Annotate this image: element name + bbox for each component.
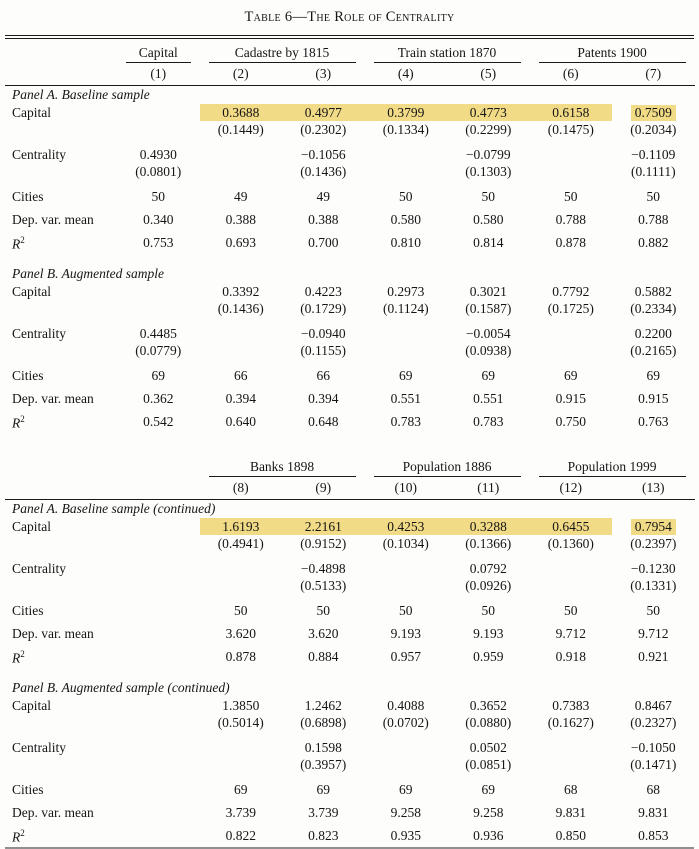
coef-cell: 0.4485	[139, 325, 177, 341]
row-label: Centrality	[12, 560, 66, 576]
coefficient-row	[5, 104, 695, 121]
stat-row	[5, 778, 695, 801]
stat-cell: 0.394	[308, 390, 339, 406]
header-spacer-cell	[5, 39, 117, 63]
coef-cell: 0.3799	[365, 104, 448, 121]
coef-cell	[365, 739, 448, 756]
se-cell: (0.0779)	[135, 342, 182, 358]
std-error-row	[5, 163, 695, 180]
se-cell: (0.1475)	[547, 121, 594, 137]
stat-cell: 0.959	[473, 648, 504, 664]
column-group-header	[117, 39, 200, 63]
stat-cell: 9.258	[473, 804, 504, 820]
coef-cell	[365, 325, 448, 342]
stat-cell: 9.193	[390, 625, 421, 641]
stat-cell: 0.783	[473, 413, 504, 429]
se-cell: (0.1303)	[465, 163, 512, 179]
se-cell: (0.0938)	[465, 342, 512, 358]
column-group-label: Cadastre by 1815	[209, 45, 356, 63]
stat-cell: 50	[151, 188, 165, 204]
column-number: (2)	[200, 63, 283, 85]
std-error-row	[5, 756, 695, 773]
se-cell: (0.1111)	[630, 163, 676, 179]
coef-cell: 0.4253	[365, 518, 448, 535]
stat-cell: 9.712	[638, 625, 669, 641]
stat-cell: 50	[646, 602, 661, 618]
stat-row	[5, 801, 695, 824]
stat-label: Dep. var. mean	[12, 804, 94, 820]
coef-cell: −0.0940	[300, 325, 346, 341]
stat-cell: 0.822	[225, 827, 256, 843]
coef-cell	[200, 325, 283, 342]
column-group-label: Banks 1898	[209, 459, 356, 477]
coefficient-row	[5, 325, 695, 342]
se-cell: (0.1725)	[547, 300, 594, 316]
se-cell: (0.1331)	[630, 577, 677, 593]
stat-label: $R^2$	[12, 414, 25, 431]
coef-cell	[530, 739, 613, 756]
coef-cell: 0.4930	[139, 146, 177, 162]
coef-cell	[365, 146, 448, 163]
column-number: (10)	[365, 477, 448, 499]
coef-cell: 0.2200	[634, 325, 672, 341]
spacer-row	[5, 731, 695, 739]
se-cell	[200, 163, 283, 180]
row-label: Centrality	[12, 325, 66, 341]
column-group-header	[530, 453, 695, 477]
coef-cell: 0.0502	[469, 739, 507, 755]
stat-cell: 0.700	[308, 234, 339, 250]
coef-cell: 0.7383	[552, 697, 590, 713]
coefficient-row	[5, 283, 695, 300]
se-cell: (0.1334)	[382, 121, 429, 137]
se-cell	[530, 577, 613, 594]
coef-cell: 0.7792	[552, 283, 590, 299]
spacer-row	[5, 254, 695, 264]
stat-cell: 69	[316, 781, 330, 797]
stat-cell: 0.640	[225, 413, 256, 429]
stat-cell: 69	[564, 367, 578, 383]
stat-label: $R^2$	[12, 649, 25, 666]
se-cell	[530, 342, 613, 359]
stat-row	[5, 364, 695, 387]
stat-cell: 50	[399, 602, 413, 618]
stat-row	[5, 185, 695, 208]
se-cell: (0.4941)	[217, 535, 264, 551]
spacer-row	[5, 317, 695, 325]
stat-cell: 0.551	[390, 390, 421, 406]
coef-cell	[200, 560, 283, 577]
stat-cell: 0.394	[225, 390, 256, 406]
row-label-spacer	[5, 342, 117, 359]
stat-cell: 0.957	[390, 648, 421, 664]
column-number: (8)	[200, 477, 283, 499]
panel-label-row	[5, 85, 695, 104]
se-cell: (0.1471)	[630, 756, 677, 772]
stat-cell: 50	[564, 188, 578, 204]
stat-cell: 50	[316, 602, 330, 618]
se-cell: (0.1124)	[382, 300, 429, 316]
coef-cell: 0.3688	[200, 104, 283, 121]
se-cell: (0.2397)	[630, 535, 677, 551]
stat-cell: 50	[481, 602, 495, 618]
coef-cell	[530, 146, 613, 163]
stat-cell: 9.831	[555, 804, 586, 820]
stat-cell: 49	[234, 188, 248, 204]
coef-cell: 0.4088	[387, 697, 425, 713]
se-cell: (0.5133)	[300, 577, 347, 593]
stat-cell: 0.580	[390, 211, 421, 227]
row-label: Capital	[12, 518, 51, 534]
stat-cell: 0.850	[555, 827, 586, 843]
se-cell	[365, 756, 448, 773]
se-cell: (0.1436)	[300, 163, 347, 179]
coef-cell: −0.1050	[630, 739, 676, 755]
se-cell	[365, 163, 448, 180]
row-label: Capital	[12, 283, 51, 299]
stat-label: Cities	[12, 781, 44, 797]
upper-results-table-section	[5, 39, 694, 433]
se-cell: (0.2327)	[630, 714, 677, 730]
stat-cell: 0.763	[638, 413, 669, 429]
stat-cell: 0.551	[473, 390, 504, 406]
se-cell: (0.2302)	[300, 121, 347, 137]
coefficient-row	[5, 518, 695, 535]
column-group-label: Capital	[126, 45, 191, 63]
stat-cell: 3.620	[308, 625, 339, 641]
highlighted-coef: 0.7954	[631, 519, 676, 535]
se-cell: (0.2334)	[630, 300, 677, 316]
upper-results-table	[5, 39, 695, 433]
table-sections	[5, 39, 694, 847]
se-cell: (0.2034)	[630, 121, 677, 137]
row-label: Centrality	[12, 739, 66, 755]
panel-label: Panel B. Augmented sample (continued)	[12, 680, 230, 695]
stat-cell: 0.788	[638, 211, 669, 227]
stat-cell: 0.388	[225, 211, 256, 227]
stat-row	[5, 622, 695, 645]
column-number: (13)	[612, 477, 695, 499]
row-label: Capital	[12, 697, 51, 713]
column-group-header	[365, 453, 530, 477]
stat-label: Cities	[12, 188, 44, 204]
column-number: (5)	[447, 63, 530, 85]
stat-row	[5, 410, 695, 433]
stat-cell: 0.783	[390, 413, 421, 429]
stat-cell: 49	[316, 188, 330, 204]
coef-cell: 0.1598	[304, 739, 342, 755]
se-cell: (0.1587)	[465, 300, 512, 316]
stat-cell: 69	[481, 781, 495, 797]
stat-cell: 50	[481, 188, 496, 204]
column-number: (3)	[282, 63, 365, 85]
coef-cell: 2.2161	[282, 518, 365, 535]
row-label: Centrality	[12, 146, 66, 162]
stat-cell: 68	[646, 781, 661, 797]
stat-cell: 3.739	[308, 804, 339, 820]
coef-cell	[530, 325, 613, 342]
column-group-header	[365, 39, 530, 63]
stat-cell: 66	[316, 367, 330, 383]
coef-cell: 0.4773	[447, 104, 530, 121]
lower-results-table-section	[5, 453, 694, 847]
stat-cell: 0.882	[638, 234, 669, 250]
se-cell	[117, 300, 200, 317]
stat-cell: 0.884	[308, 648, 339, 664]
column-numbers-row	[5, 63, 695, 85]
stat-cell: 0.788	[555, 211, 586, 227]
coefficient-row	[5, 560, 695, 577]
std-error-row	[5, 121, 695, 138]
header-spacer-cell	[5, 453, 200, 477]
stat-label: $R^2$	[12, 235, 25, 252]
stat-cell: 50	[399, 188, 413, 204]
coef-cell: 1.3850	[222, 697, 260, 713]
stat-cell: 0.915	[555, 390, 586, 406]
stat-cell: 50	[564, 602, 578, 618]
coef-cell: 0.5882	[634, 283, 672, 299]
stat-cell: 69	[151, 367, 165, 383]
se-cell: (0.3957)	[300, 756, 347, 772]
spacer-row	[5, 668, 695, 678]
stat-cell: 3.739	[225, 804, 256, 820]
stat-cell: 0.814	[473, 234, 504, 250]
column-group-label: Train station 1870	[374, 45, 521, 63]
row-label-spacer	[5, 121, 117, 138]
spacer-row	[5, 138, 695, 146]
stat-cell: 0.542	[143, 413, 174, 429]
stat-row	[5, 231, 695, 254]
se-cell	[365, 577, 448, 594]
se-cell: (0.1449)	[217, 121, 264, 137]
stat-cell: 9.712	[555, 625, 586, 641]
se-cell	[200, 577, 283, 594]
stat-row	[5, 387, 695, 410]
column-group-label: Population 1999	[539, 459, 686, 477]
coef-cell: −0.1230	[630, 560, 676, 576]
stat-cell: 0.915	[638, 390, 669, 406]
row-label-spacer	[5, 756, 200, 773]
stat-row	[5, 599, 695, 622]
se-cell	[117, 121, 200, 138]
stat-cell: 68	[564, 781, 578, 797]
se-cell: (0.9152)	[300, 535, 347, 551]
std-error-row	[5, 535, 695, 552]
stat-cell: 0.853	[638, 827, 669, 843]
stat-cell: 0.693	[225, 234, 256, 250]
se-cell: (0.1155)	[300, 342, 347, 358]
std-error-row	[5, 300, 695, 317]
stat-cell: 0.878	[225, 648, 256, 664]
stat-row	[5, 208, 695, 231]
header-spacer-cell	[5, 477, 200, 499]
column-number: (12)	[530, 477, 613, 499]
stat-label: Cities	[12, 367, 44, 383]
stat-cell: 0.823	[308, 827, 339, 843]
se-cell	[530, 163, 613, 180]
stat-cell: 0.340	[143, 211, 174, 227]
stat-label: Dep. var. mean	[12, 211, 94, 227]
se-cell: (0.0851)	[465, 756, 512, 772]
panel-label: Panel A. Baseline sample (continued)	[12, 501, 216, 516]
highlighted-coef: 0.7509	[631, 105, 676, 121]
coef-cell	[117, 104, 200, 121]
column-group-header	[200, 453, 365, 477]
se-cell: (0.6898)	[300, 714, 347, 730]
coef-cell: 0.4223	[304, 283, 342, 299]
se-cell: (0.0880)	[465, 714, 512, 730]
column-number: (11)	[447, 477, 530, 499]
stat-cell: 50	[234, 602, 248, 618]
coef-cell	[530, 560, 613, 577]
column-number: (6)	[530, 63, 613, 85]
stat-cell: 66	[234, 367, 248, 383]
coef-cell	[365, 560, 448, 577]
stat-cell: 69	[399, 781, 413, 797]
column-group-label: Population 1886	[374, 459, 521, 477]
column-number: (7)	[612, 63, 695, 85]
se-cell	[530, 756, 613, 773]
stat-row	[5, 824, 695, 847]
stat-cell: 50	[646, 188, 661, 204]
column-number: (4)	[365, 63, 448, 85]
stat-row	[5, 645, 695, 668]
stat-cell: 3.620	[225, 625, 256, 641]
stat-cell: 0.918	[555, 648, 586, 664]
stat-cell: 0.648	[308, 413, 339, 429]
stat-label: Cities	[12, 602, 44, 618]
coef-cell: −0.1056	[300, 146, 346, 162]
spacer-row	[5, 552, 695, 560]
se-cell: (0.1366)	[465, 535, 512, 551]
coef-cell: 0.6455	[530, 518, 613, 535]
coef-cell: −0.0054	[465, 325, 511, 341]
se-cell: (0.1729)	[300, 300, 347, 316]
column-group-header	[200, 39, 365, 63]
se-cell: (0.5014)	[217, 714, 264, 730]
coefficient-row	[5, 146, 695, 163]
row-label-spacer	[5, 300, 117, 317]
std-error-row	[5, 714, 695, 731]
column-number: (9)	[282, 477, 365, 499]
se-cell: (0.2165)	[630, 342, 677, 358]
column-group-label: Patents 1900	[539, 45, 686, 63]
stat-cell: 69	[646, 367, 661, 383]
header-spacer-cell	[5, 63, 117, 85]
se-cell: (0.1436)	[217, 300, 264, 316]
coef-cell	[200, 146, 283, 163]
stat-cell: 0.580	[473, 211, 504, 227]
stat-cell: 0.362	[143, 390, 174, 406]
stat-cell: 9.831	[638, 804, 669, 820]
coefficient-row	[5, 697, 695, 714]
coef-cell: 0.6158	[530, 104, 613, 121]
coef-cell: 0.3652	[469, 697, 507, 713]
coefficient-row	[5, 739, 695, 756]
stat-cell: 9.258	[390, 804, 421, 820]
coef-cell	[117, 283, 200, 300]
stat-label: Dep. var. mean	[12, 625, 94, 641]
column-number: (1)	[117, 63, 200, 85]
stat-cell: 69	[399, 367, 413, 383]
se-cell	[200, 342, 283, 359]
se-cell: (0.0926)	[465, 577, 512, 593]
stat-cell: 69	[481, 367, 496, 383]
stat-cell: 0.878	[555, 234, 586, 250]
coef-cell: 0.2973	[387, 283, 425, 299]
se-cell: (0.1627)	[547, 714, 594, 730]
coef-cell: 0.4977	[282, 104, 365, 121]
se-cell: (0.2299)	[465, 121, 512, 137]
coef-cell: −0.1109	[631, 146, 676, 162]
coef-cell: 0.3392	[222, 283, 260, 299]
stat-cell: 0.750	[555, 413, 586, 429]
lower-results-table	[5, 453, 695, 847]
coef-cell: −0.4898	[300, 560, 346, 576]
table-title: Table 6—The Role of Centrality	[244, 9, 455, 25]
coef-cell: 0.0792	[469, 560, 507, 576]
se-cell: (0.0702)	[382, 714, 429, 730]
stat-label: $R^2$	[12, 828, 25, 845]
coef-cell: 1.2462	[304, 697, 342, 713]
panel-label: Panel A. Baseline sample	[12, 87, 150, 102]
std-error-row	[5, 342, 695, 359]
coef-cell: 0.3288	[447, 518, 530, 535]
coef-cell	[200, 739, 283, 756]
std-error-row	[5, 577, 695, 594]
stat-cell: 0.810	[390, 234, 421, 250]
panel-label: Panel B. Augmented sample	[12, 266, 164, 281]
se-cell	[200, 756, 283, 773]
panel-label-row	[5, 499, 695, 518]
row-label-spacer	[5, 163, 117, 180]
stat-cell: 9.193	[473, 625, 504, 641]
row-label-spacer	[5, 714, 200, 731]
stat-cell: 0.935	[390, 827, 421, 843]
stat-label: Dep. var. mean	[12, 390, 94, 406]
se-cell: (0.1034)	[382, 535, 429, 551]
panel-label-row	[5, 678, 695, 697]
coef-cell: 1.6193	[200, 518, 283, 535]
coef-cell: 0.3021	[469, 283, 507, 299]
stat-cell: 0.921	[638, 648, 669, 664]
stat-cell: 0.936	[473, 827, 504, 843]
se-cell: (0.0801)	[135, 163, 182, 179]
coef-cell: −0.0799	[465, 146, 511, 162]
coef-cell: 0.8467	[634, 697, 672, 713]
coef-cell	[612, 518, 695, 535]
column-group-header	[530, 39, 695, 63]
panel-label-row	[5, 264, 695, 283]
stat-cell: 69	[234, 781, 248, 797]
se-cell: (0.1360)	[547, 535, 594, 551]
coef-cell	[612, 104, 695, 121]
column-numbers-row	[5, 477, 695, 499]
column-groups-row	[5, 453, 695, 477]
stat-cell: 0.753	[143, 234, 174, 250]
row-label-spacer	[5, 535, 200, 552]
stat-cell: 0.388	[308, 211, 339, 227]
se-cell	[365, 342, 448, 359]
column-groups-row	[5, 39, 695, 63]
row-label-spacer	[5, 577, 200, 594]
row-label: Capital	[12, 104, 51, 120]
